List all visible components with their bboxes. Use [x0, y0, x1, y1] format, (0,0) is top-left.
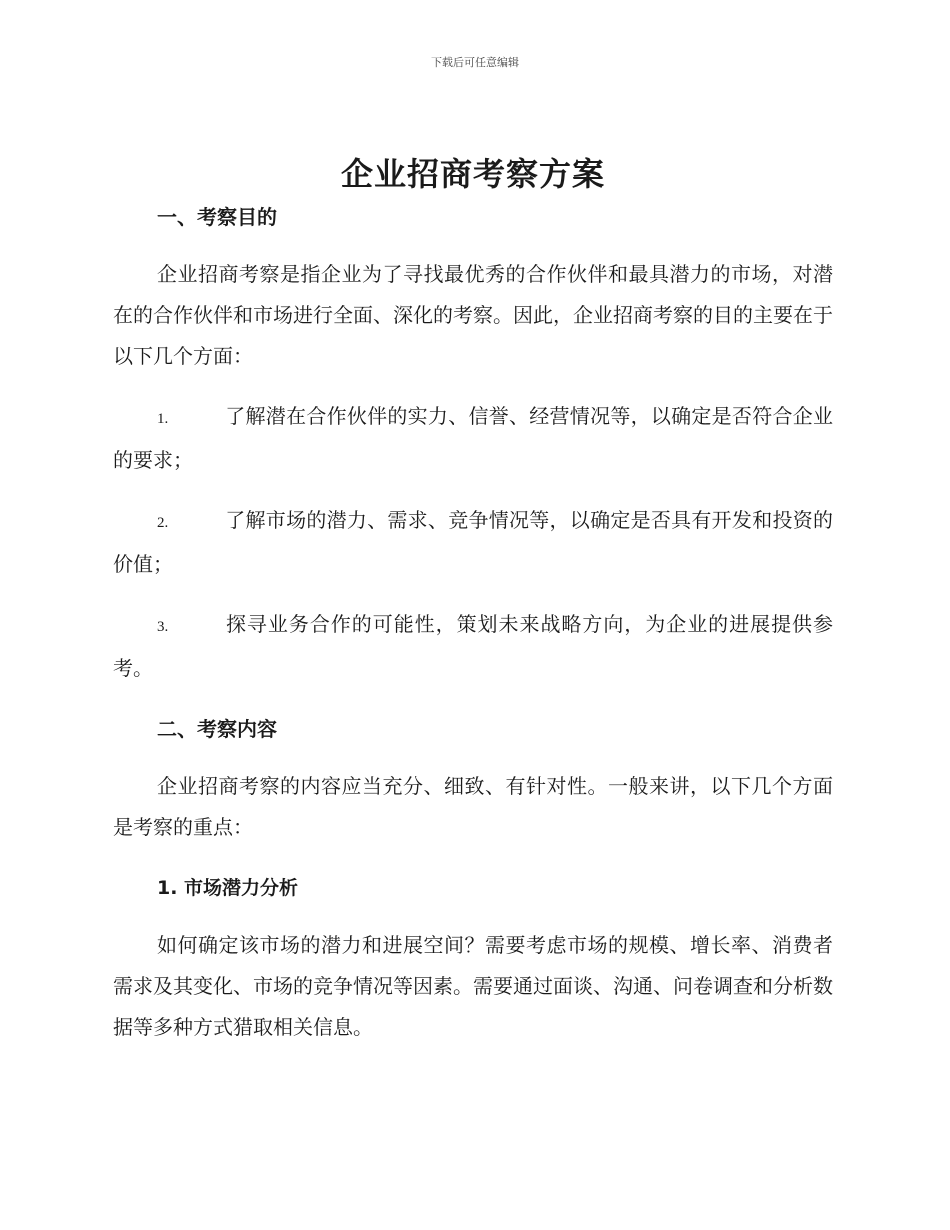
list-item-text: 了解潜在合作伙伴的实力、信誉、经营情况等，以确定是否符合企业的要求； — [113, 404, 833, 472]
section-heading-purpose: 一、考察目的 — [157, 205, 277, 229]
list-item-text: 探寻业务合作的可能性，策划未来战略方向，为企业的进展提供参考。 — [113, 612, 833, 680]
section-purpose-intro: 企业招商考察是指企业为了寻找最优秀的合作伙伴和最具潜力的市场，对潜在的合作伙伴和市场进行全面、深化的考察。因此，企业招商考察的目的主要在于以下几个方面： — [113, 262, 833, 368]
header-note: 下载后可任意编辑 — [431, 56, 519, 69]
document-body — [113, 150, 833, 1048]
list-item-number: 3. — [157, 619, 169, 635]
list-item-number: 1. — [157, 411, 169, 427]
subsection-heading-market: 1. 市场潜力分析 — [157, 877, 299, 899]
list-item-text: 了解市场的潜力、需求、竞争情况等，以确定是否具有开发和投资的价值； — [113, 508, 833, 576]
list-item — [113, 500, 833, 585]
list-item — [113, 604, 833, 689]
section-heading-content: 二、考察内容 — [157, 717, 277, 741]
list-item-number: 2. — [157, 515, 169, 531]
subsection-market-text: 如何确定该市场的潜力和进展空间？需要考虑市场的规模、增长率、消费者需求及其变化、市场的竞争情况等因素。需要通过面谈、沟通、问卷调查和分析数据等多种方式猎取相关信息。 — [113, 933, 833, 1039]
section-content-intro: 企业招商考察的内容应当充分、细致、有针对性。一般来讲，以下几个方面是考察的重点： — [113, 774, 833, 839]
document-title: 企业招商考察方案 — [340, 155, 605, 193]
list-item — [113, 396, 833, 481]
